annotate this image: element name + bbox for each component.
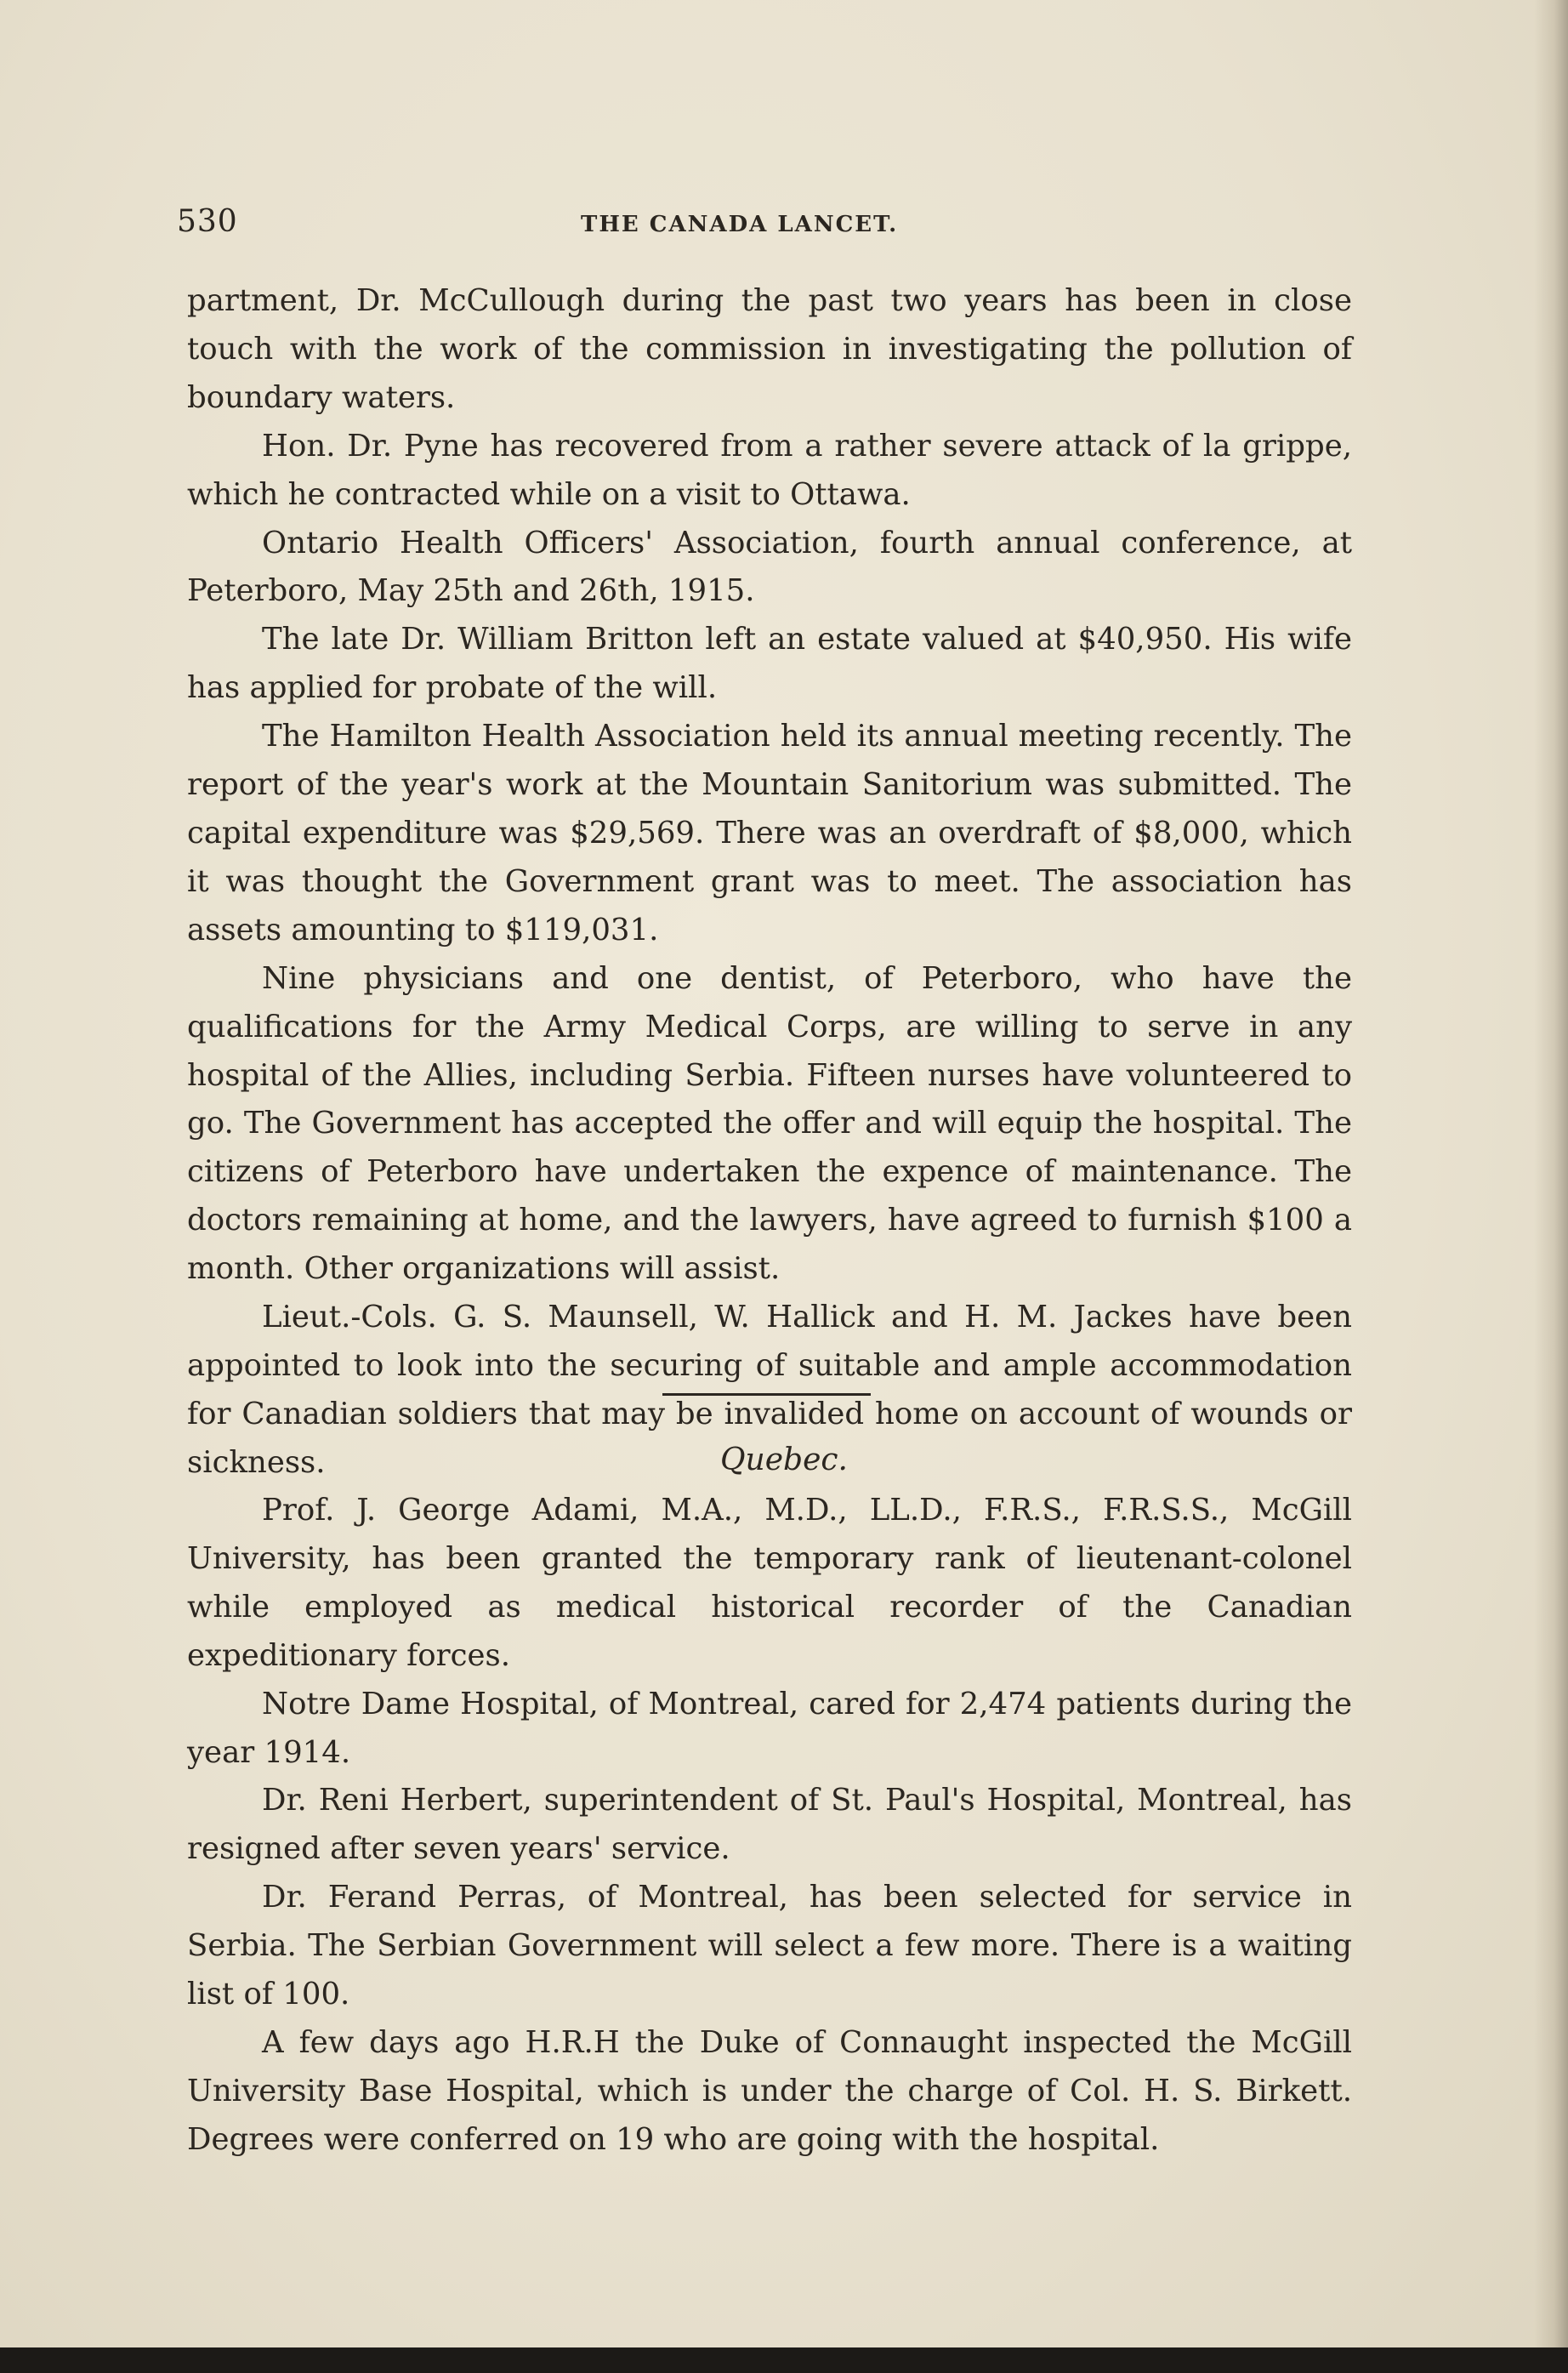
ontario-news-section <box>187 277 1352 1488</box>
paragraph-perras: Dr. Ferand Perras, of Montreal, has been selected for service in Serbia. The Serbian Government will select a few more. There is a waiting list of 100. <box>187 1880 1352 2012</box>
paragraph-health-officers: Ontario Health Officers' Association, fourth annual conference, at Peterboro, May 25th and 26th, 1915. <box>187 525 1352 609</box>
quebec-news-section <box>187 1487 1352 2165</box>
paragraph-britton-estate: The late Dr. William Britton left an estate valued at $40,950. His wife has applied for probate of the will. <box>187 622 1352 706</box>
paragraph-adami: Prof. J. George Adami, M.A., M.D., LL.D., F.R.S., F.R.S.S., McGill University, has been granted the temporary rank of lieutenant-colonel while employed as medical historical recorder of the Canadian expeditionary forces. <box>187 1493 1352 1673</box>
paragraph-pyne: Hon. Dr. Pyne has recovered from a rather severe attack of la grippe, which he contracted while on a visit to Ottawa. <box>187 428 1352 512</box>
running-head: THE CANADA LANCET. <box>581 212 899 237</box>
page-number: 530 <box>177 204 238 239</box>
section-divider <box>662 1393 871 1396</box>
paragraph-hamilton-health: The Hamilton Health Association held its annual meeting recently. The report of the year's work at the Mountain Sanitorium was submitted. The capital expenditure was $29,569. There was an overdraft of $8,000, which it was thought the Government grant was to meet. The association has assets amounting to $119,031. <box>187 719 1352 947</box>
scan-bottom-edge <box>0 2347 1568 2373</box>
paragraph-herbert: Dr. Reni Herbert, superintendent of St. Paul's Hospital, Montreal, has resigned after seven years' service. <box>187 1783 1352 1867</box>
paragraph-connaught: A few days ago H.R.H the Duke of Connaught inspected the McGill University Base Hospital, which is under the charge of Col. H. S. Birkett. Degrees were conferred on 19 who are going with the hospital. <box>187 2024 1352 2157</box>
paragraph-notre-dame: Notre Dame Hospital, of Montreal, cared for 2,474 patients during the year 1914. <box>187 1686 1352 1770</box>
page-edge-shadow <box>1534 0 1568 2373</box>
paragraph-mccullough: partment, Dr. McCullough during the past two years has been in close touch with the work of the commission in investigating the pollution of boundary waters. <box>187 283 1352 415</box>
section-heading-quebec: Quebec. <box>720 1443 848 1477</box>
page-header <box>177 201 1367 252</box>
paragraph-peterboro-physicians: Nine physicians and one dentist, of Peterboro, who have the qualifications for the Army Medical Corps, are willing to serve in any hospital of the Allies, including Serbia. Fifteen nurses have volunteered to go. The Government has accepted the offer and will equip the hospital. The citizens of Peterboro have undertaken the expence of maintenance. The doctors remaining at home, and the lawyers, have agreed to furnish $100 a month. Other organizations will assist. <box>187 960 1352 1287</box>
paragraph-lieut-cols: Lieut.-Cols. G. S. Maunsell, W. Hallick and H. M. Jackes have been appointed to look into the securing of suitable and ample accommodation for Canadian soldiers that may be invalided home on account of wounds or sickness. <box>187 1300 1352 1480</box>
